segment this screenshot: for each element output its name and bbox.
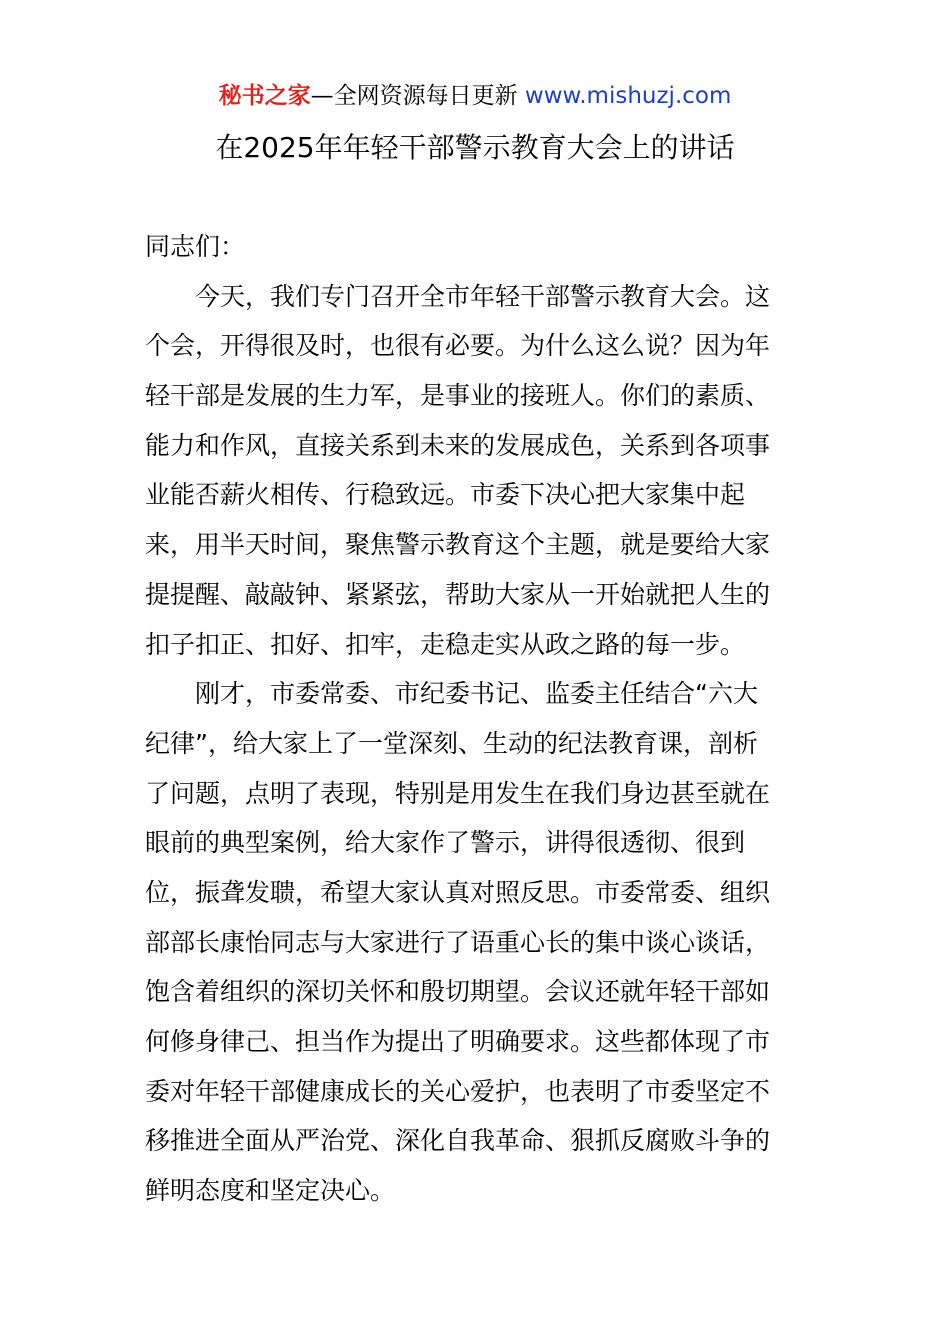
paragraph-2 [145,669,810,1216]
paragraph-line: 扣子扣正、扣好、扣牢，走稳走实从政之路的每一步。 [145,629,746,659]
paragraph-line: 提提醒、敲敲钟、紧紧弦，帮助大家从一开始就把人生的 [145,579,771,609]
salutation: 同志们： [145,232,246,261]
paragraph-line: 刚才，市委常委、市纪委书记、监委主任结合“六大 [195,679,758,709]
paragraph-line: 委对年轻干部健康成长的关心爱护，也表明了市委坚定不 [145,1076,771,1106]
paragraph-line: 鲜明态度和坚定决心。 [145,1176,396,1206]
document-body [145,222,810,1216]
paragraph-line: 能力和作风，直接关系到未来的发展成色，关系到各项事 [145,430,771,460]
paragraph-line: 眼前的典型案例，给大家作了警示，讲得很透彻、很到 [145,828,746,858]
header-tagline: —全网资源每日更新 [310,83,518,109]
brand-name: 秘书之家 [218,83,311,109]
paragraph-line: 饱含着组织的深切关怀和殷切期望。会议还就年轻干部如 [145,977,771,1007]
paragraph-line: 业能否薪火相传、行稳致远。市委下决心把大家集中起 [145,480,746,510]
paragraph-1 [145,272,810,670]
paragraph-line: 部部长康怡同志与大家进行了语重心长的集中谈心谈话， [145,927,771,957]
paragraph-line: 轻干部是发展的生力军，是事业的接班人。你们的素质、 [145,381,771,411]
paragraph-line: 移推进全面从严治党、深化自我革命、狠抓反腐败斗争的 [145,1126,771,1156]
paragraph-line: 位，振聋发聩，希望大家认真对照反思。市委常委、组织 [145,877,771,907]
document-title: 在2025年年轻干部警示教育大会上的讲话 [215,131,735,164]
paragraph-line: 个会，开得很及时，也很有必要。为什么这么说？因为年 [145,331,771,361]
site-header [0,80,950,112]
paragraph-line: 纪律”，给大家上了一堂深刻、生动的纪法教育课，剖析 [145,728,758,758]
paragraph-line: 来，用半天时间，聚焦警示教育这个主题，就是要给大家 [145,530,771,560]
paragraph-line: 了问题，点明了表现，特别是用发生在我们身边甚至就在 [145,778,771,808]
paragraph-line: 今天，我们专门召开全市年轻干部警示教育大会。这 [195,281,771,311]
site-url-link[interactable]: www.mishuzj.com [524,83,732,109]
paragraph-line: 何修身律己、担当作为提出了明确要求。这些都体现了市 [145,1027,771,1056]
